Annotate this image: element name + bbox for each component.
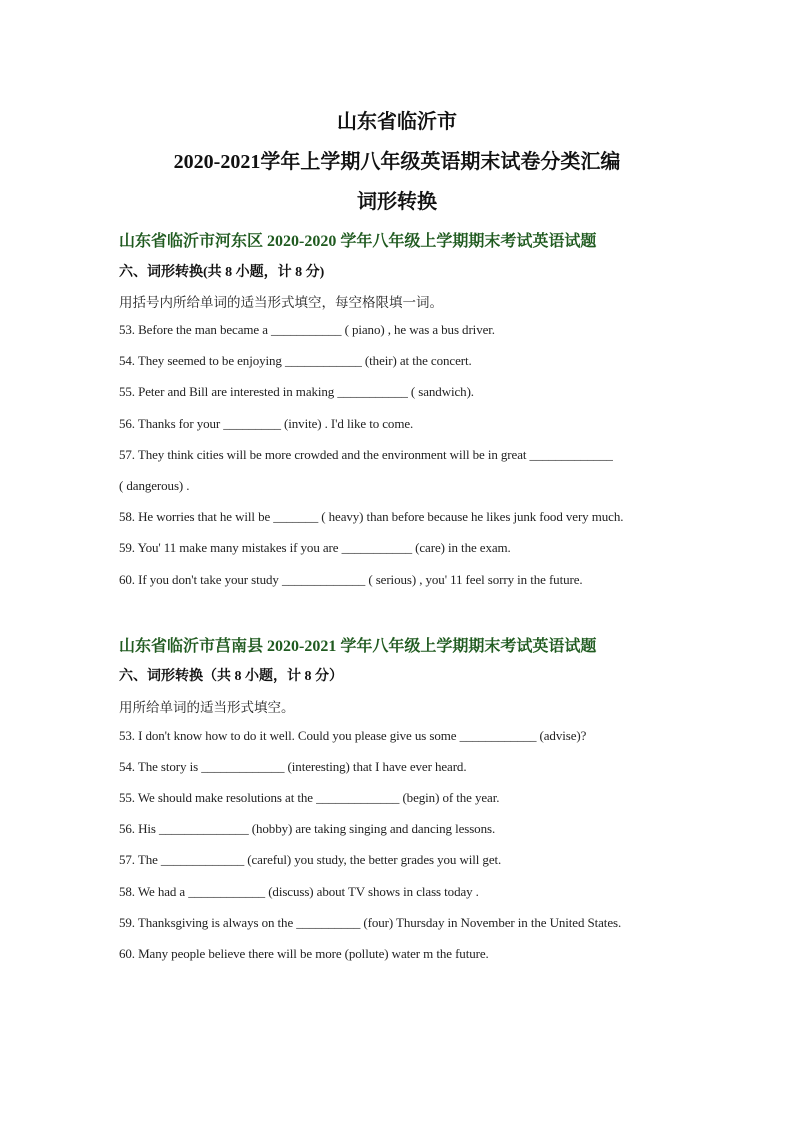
section-2-heading: 六、词形转换（共 8 小题，计 8 分）: [119, 669, 343, 684]
question-line: 53. Before the man became a ___________ ( piano) , he was a bus driver.: [119, 322, 495, 337]
question-line: 54. They seemed to be enjoying ____________ (their) at the concert.: [119, 353, 472, 368]
question-line: 60. If you don't take your study _____________ ( serious) , you' 11 feel sorry in the future.: [119, 572, 583, 587]
question-line: 60. Many people believe there will be more (pollute) water m the future.: [119, 946, 489, 961]
question-line: 57. The _____________ (careful) you study, the better grades you will get.: [119, 852, 502, 867]
document-title-topic: 词形转换: [357, 191, 437, 213]
question-line: 56. His ______________ (hobby) are taking singing and dancing lessons.: [119, 821, 496, 836]
section-2-instruction: 用所给单词的适当形式填空。: [119, 700, 295, 715]
section-1-instruction: 用括号内所给单词的适当形式填空，每空格限填一词。: [119, 295, 443, 310]
question-line: 55. Peter and Bill are interested in making ___________ ( sandwich).: [119, 384, 474, 399]
question-line: 58. He worries that he will be _______ ( heavy) than before because he likes junk food very much.: [119, 509, 624, 524]
question-line: 54. The story is _____________ (interesting) that I have ever heard.: [119, 759, 467, 774]
question-line: 59. Thanksgiving is always on the __________ (four) Thursday in November in the United States.: [119, 915, 622, 930]
question-line: 55. We should make resolutions at the _____________ (begin) of the year.: [119, 790, 500, 805]
section-1-title: 山东省临沂市河东区 2020-2020 学年八年级上学期期末考试英语试题: [119, 233, 597, 250]
question-line: 59. You' 11 make many mistakes if you are ___________ (care) in the exam.: [119, 540, 511, 555]
document-title-region: 山东省临沂市: [337, 111, 457, 133]
section-1-heading: 六、词形转换(共 8 小题，计 8 分): [119, 265, 325, 280]
question-line: 58. We had a ____________ (discuss) about TV shows in class today .: [119, 884, 479, 899]
document-title-main: 2020-2021学年上学期八年级英语期末试卷分类汇编: [173, 151, 621, 173]
question-line-continued: ( dangerous) .: [119, 478, 190, 493]
section-2-title: 山东省临沂市莒南县 2020-2021 学年八年级上学期期末考试英语试题: [119, 638, 597, 655]
question-line: 53. I don't know how to do it well. Could you please give us some ____________ (advise)?: [119, 728, 587, 743]
question-line: 56. Thanks for your _________ (invite) . I'd like to come.: [119, 416, 414, 431]
question-line: 57. They think cities will be more crowded and the environment will be in great _____________: [119, 447, 613, 462]
